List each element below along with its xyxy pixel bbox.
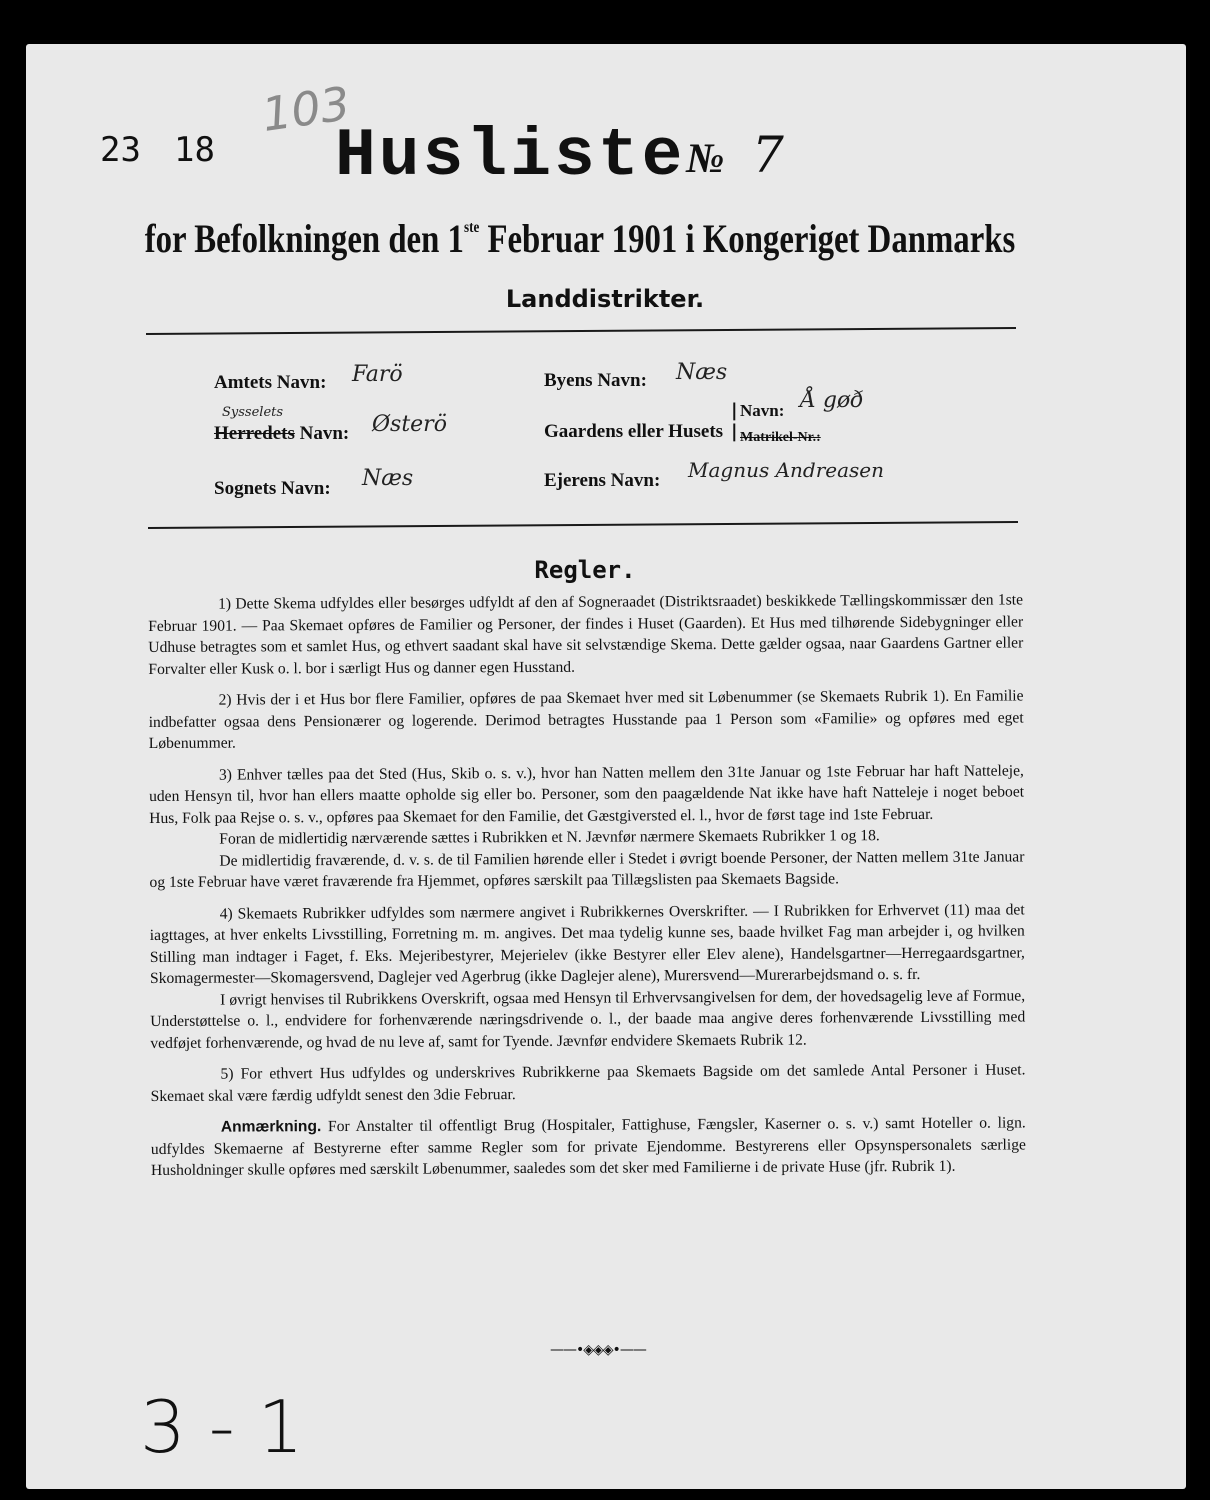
gaard-brace: | |	[731, 400, 738, 442]
archive-stamp-right: 18	[174, 130, 215, 170]
ornament-divider: ——•◈◈◈•——	[550, 1342, 646, 1358]
rules-heading: Regler.	[534, 556, 636, 584]
pencil-number: 103	[258, 76, 354, 142]
rule-2: 2) Hvis der i et Hus bor flere Familier, opføres de paa Skemaet hver med sit Løbenummer (se Skemaets Rubrik 1). En Familie indbefatter ogsaa dens Pensionærer og logerende. Derimod betragtes Husstande paa 1 Person som «Familie» og opføres med eget Løbenummer.	[148, 687, 1024, 752]
rule-1: 1) Dette Skema udfyldes eller besørges udfyldt af den af Sogneraadet (Distriktsraadet) beskikkede Tællingskommissær den 1ste Februar 1901. — Paa Skemaet opføres de Familier og Personer, der findes i Huset (Gaarden). Et Hus med tilhørende Sidebygninger eller Udhuse betragtes som et samlet Hus, og ethvert saadant skal have sit selvstændige Skema. Dette gælder ogsaa, naar Gaardens Gartner eller Forvalter eller Kusk o. l. bor i særligt Hus og danner egen Husstand.	[148, 591, 1024, 678]
by-label: Byens Navn:	[544, 370, 647, 391]
herred-value: Østerö	[372, 412, 447, 437]
gaard-navn-value: Å gøð	[800, 388, 864, 413]
rule-4: 4) Skemaets Rubrikker udfyldes som nærmere angivet i Rubrikkernes Overskrifter. — I Rubrikken for Erhvervet (11) maa det iagttages, at hver enkelts Livsstilling, Forretning m. m. angives. Det maa tydelig kunne ses, baade hvilket Fag man arbejder i, og hvilken Stilling man indtager i Faget, f. Eks. Mejeribestyrer, Mejerielev (ikke Bestyrer eller Elev alene), Handelsgartner—Herregaardsgartner, Skomagermester—Skomagersvend, Daglejer ved Agerbrug (ikke Daglejer alene), Murersvend—Murerarbejdsmand o. s. fr.	[149, 900, 1025, 987]
rules-body	[148, 589, 1026, 1191]
page-title: Husliste	[335, 118, 686, 195]
sogn-value: Næs	[362, 466, 414, 491]
rule-5: 5) For ethvert Hus udfyldes og underskrives Rubrikkerne paa Skemaets Bagside om det samlede Antal Personer i Huset. Skemaet skal være færdig udfyldt senest den 3die Februar.	[150, 1061, 1026, 1105]
number-sign: №	[686, 136, 725, 182]
rule-3: 3) Enhver tælles paa det Sted (Hus, Skib o. s. v.), hvor han Natten mellem den 31te Januar og 1ste Februar har haft Natteleje, uden Hensyn til, hvor han ellers maatte opholde sig eller bo. Personer, som den paagældende Nat ikke have haft Natteleje i noget beboet Hus, Folk paa Rejse o. s. v., opføres paa Skemaet for den Familie, det Gæstgiversted el. l., hvor de først tage ind 1ste Februar.	[149, 761, 1025, 827]
list-number-handwritten: 7	[752, 126, 784, 184]
herred-label: Herredets Navn:	[214, 423, 350, 444]
district-heading: Landdistrikter.	[505, 285, 705, 313]
sogn-label: Sognets Navn:	[214, 478, 331, 499]
note	[151, 1112, 1026, 1181]
rule-3-note-b: De midlertidig fraværende, d. v. s. de til Familien hørende eller i Stedet i øvrigt boende Personer, der Natten mellem 31te Januar og 1ste Februar have været fraværende fra Hjemmet, opføres særskilt paa Tillægslisten paa Skemaets Bagside.	[149, 847, 1025, 891]
pencil-archive-mark: 3 - 1	[140, 1385, 304, 1469]
note-text: For Anstalter til offentligt Brug (Hospitaler, Fattighuse, Fængsler, Kaserner o. s. v.) samt Hoteller o. lign. udfyldes Skemaerne af Bestyrerne efter samme Regler som for private Ejendomme. Bestyrerens eller Opsynspersonalets særlige Husholdninger skulle opføres med særskilt Løbenummer, saaledes som det sker med Familierne i de private Huse (jfr. Rubrik 1).	[150, 1114, 1026, 1179]
by-value: Næs	[676, 360, 728, 385]
rule-4-note: I øvrigt henvises til Rubrikkens Overskrift, ogsaa med Hensyn til Erhvervsangivelsen for dem, der hovedsagelig leve af Formue, Understøttelse o. l., endvidere for forhenværende næringsdrivende o. l., der baade maa angive deres forhenværende Livsstilling med vedføjet forhenværende, og hvad de nu leve af, samt for Tyende. Jævnfør endvidere Skemaets Rubrik 12.	[150, 986, 1026, 1052]
amt-value: Farö	[352, 362, 403, 387]
gaard-matrikel-label: Matrikel-Nr.:	[740, 430, 821, 445]
amt-label: Amtets Navn:	[214, 372, 327, 393]
gaard-navn-label: Navn:	[740, 401, 785, 420]
subtitle: for Befolkningen den 1ste Februar 1901 i Kongeriget Danmarks	[144, 216, 1016, 261]
ejer-value: Magnus Andreasen	[688, 458, 885, 482]
note-label: Anmærkning.	[220, 1118, 322, 1136]
rule-3-note-a: Foran de midlertidig nærværende sættes i Rubrikken et N. Jævnfør nærmere Skemaets Rubrikker 1 og 18.	[219, 827, 880, 848]
gaard-label: Gaardens eller Husets	[544, 421, 724, 442]
herred-overwrite: Sysselets	[222, 405, 284, 420]
archive-stamp-left: 23	[100, 130, 141, 170]
ejer-label: Ejerens Navn:	[544, 470, 661, 491]
